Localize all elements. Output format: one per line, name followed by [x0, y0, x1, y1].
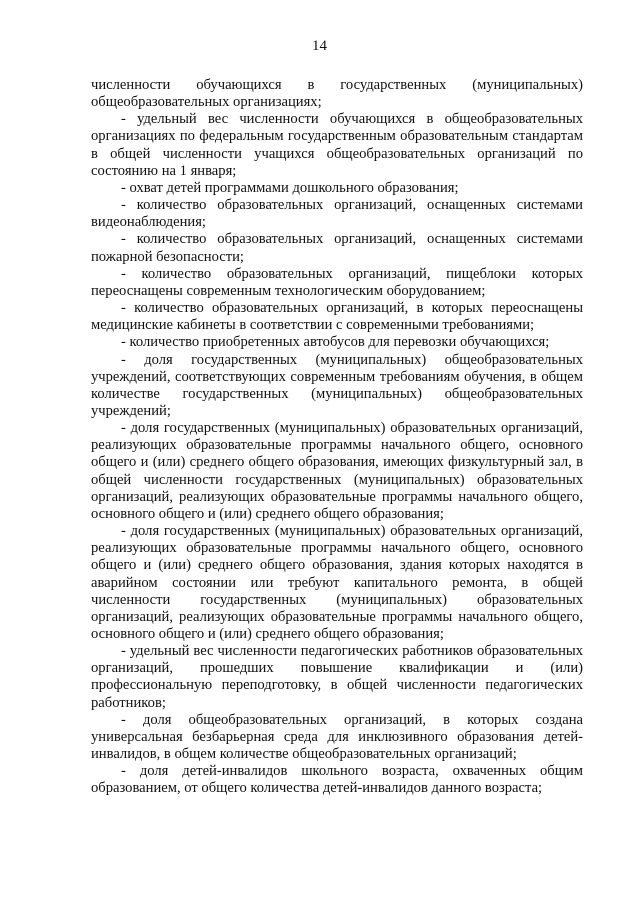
- list-item: - количество образовательных организаций, пищеблоки которых переоснащены современным технологическим оборудованием;: [91, 265, 583, 299]
- list-item: - доля государственных (муниципальных) образовательных организаций, реализующих образовательные программы начального общего, основного общего и (или) среднего общего образования, имеющих физкультурный зал, в общей численности государственных (муниципальных) образовательных организаций, реализующих образовательные программы начального общего, основного общего и (или) среднего общего образования;: [91, 420, 583, 522]
- list-item: - удельный вес численности педагогических работников образовательных организаций, прошедших повышение квалификации и (или) профессиональную переподготовку, в общей численности педагогических работников;: [91, 643, 583, 711]
- list-item: - количество образовательных организаций, оснащенных системами пожарной безопасности;: [91, 231, 583, 265]
- list-item: - количество образовательных организаций, в которых переоснащены медицинские кабинеты в соответствии с современными требованиями;: [91, 300, 583, 334]
- list-item: - удельный вес численности обучающихся в общеобразовательных организациях по федеральным государственным образовательным стандартам в общей численности учащихся общеобразовательных организаций по состоянию на 1 января;: [91, 111, 583, 179]
- list-item: - доля государственных (муниципальных) общеобразовательных учреждений, соответствующих современным требованиям обучения, в общем количестве государственных (муниципальных) общеобразовательных учреждений;: [91, 351, 583, 419]
- list-item: - доля общеобразовательных организаций, в которых создана универсальная безбарьерная среда для инклюзивного образования детей-инвалидов, в общем количестве общеобразовательных организаций;: [91, 711, 583, 763]
- document-body: [91, 77, 583, 798]
- list-item: - доля детей-инвалидов школьного возраста, охваченных общим образованием, от общего количества детей-инвалидов данного возраста;: [91, 763, 583, 797]
- paragraph-continuation: численности обучающихся в государственных (муниципальных) общеобразовательных организациях;: [91, 77, 583, 111]
- list-item: - количество образовательных организаций, оснащенных системами видеонаблюдения;: [91, 197, 583, 231]
- list-item: - охват детей программами дошкольного образования;: [121, 179, 459, 196]
- page-number: 14: [312, 38, 327, 54]
- list-item: - количество приобретенных автобусов для перевозки обучающихся;: [121, 334, 550, 351]
- list-item: - доля государственных (муниципальных) образовательных организаций, реализующих образовательные программы начального общего, основного общего и (или) среднего общего образования, здания которых находятся в аварийном состоянии или требуют капитального ремонта, в общей численности государственных (муниципальных) образовательных организаций, реализующих образовательные программы начального общего, основного общего и (или) среднего общего образования;: [91, 523, 583, 642]
